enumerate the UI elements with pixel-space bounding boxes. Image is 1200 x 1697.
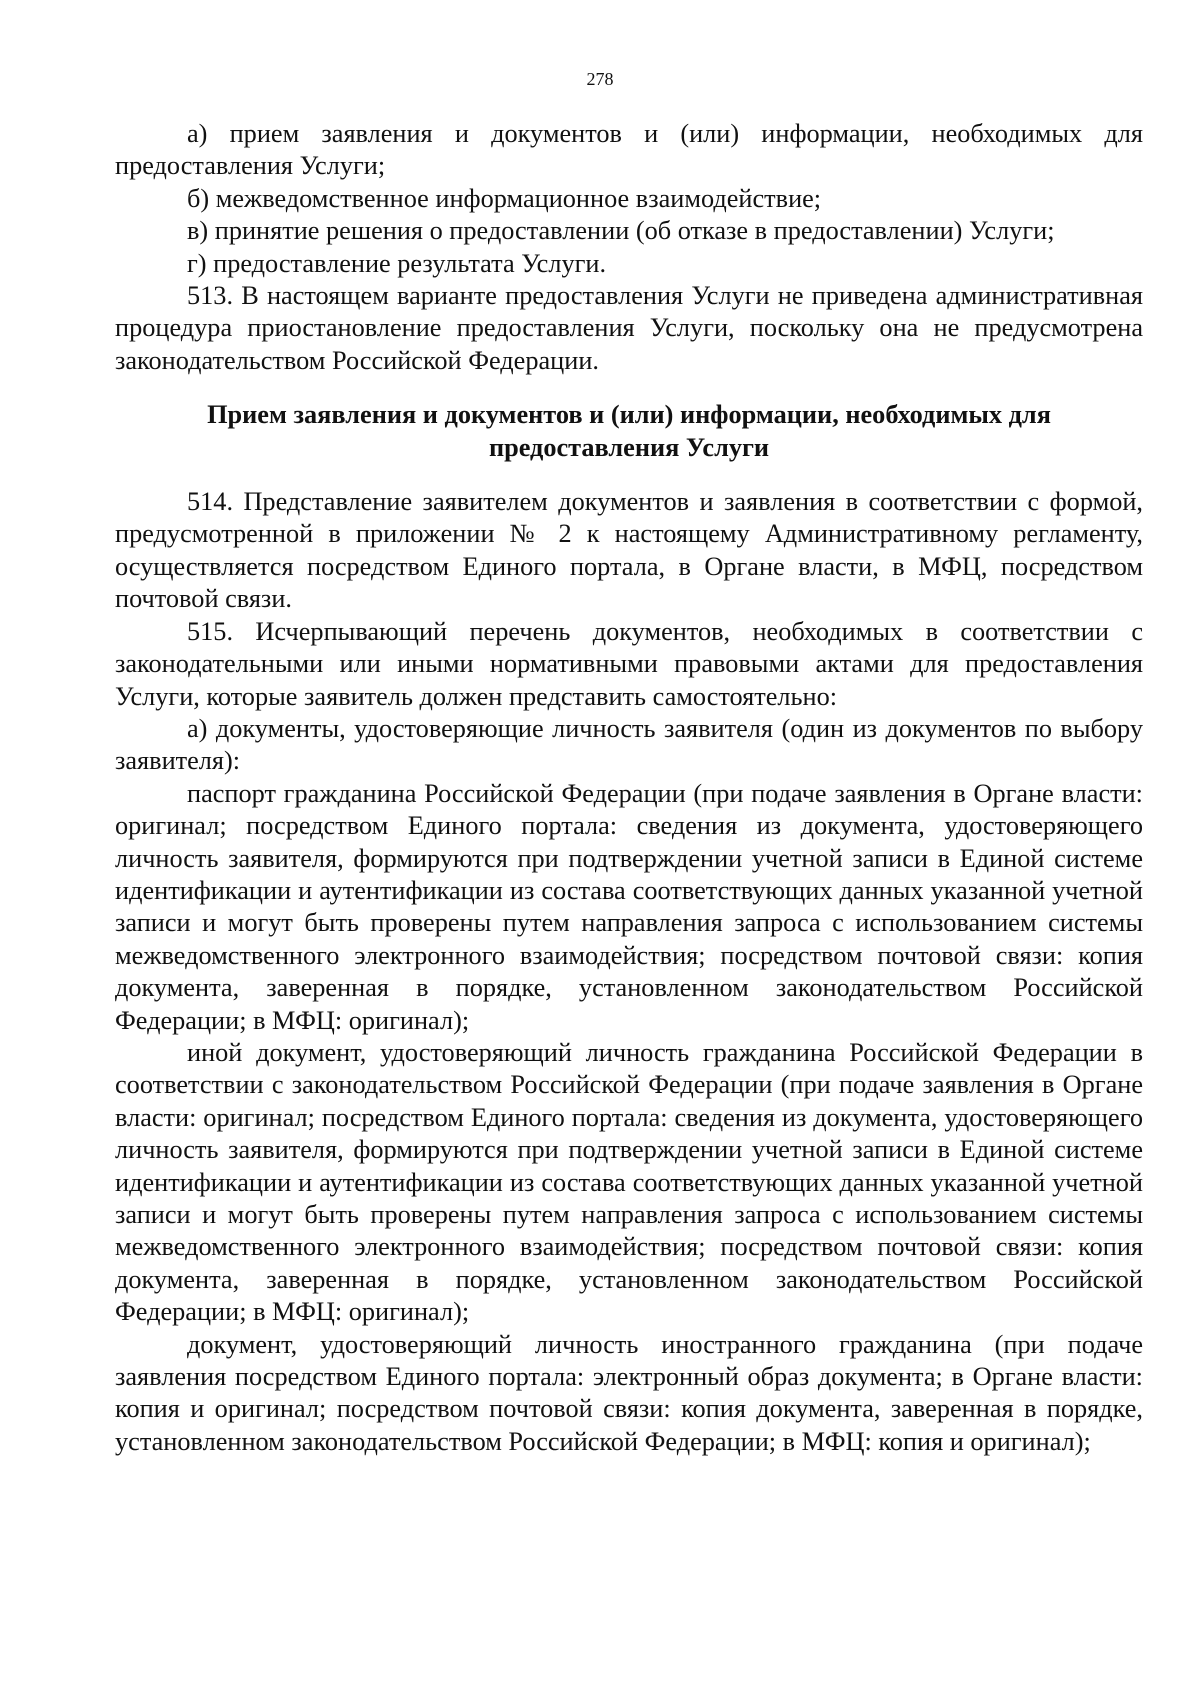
paragraph-passport: паспорт гражданина Российской Федерации (при подаче заявления в Органе власти: оригинал; посредством Единого портала: сведения из документа, удостоверяющего личность заявителя, формируются при подтверждении учетной записи в Единой системе идентификации и аутентификации из состава соответствующих данных указанной учетной записи и могут быть проверены путем направления запроса с использованием системы межведомственного электронного взаимодействия; посредством почтовой связи: копия документа, заверенная в порядке, установленном законодательством Российской Федерации; в МФЦ: оригинал); (115, 778, 1143, 1035)
list-item-g: г) предоставление результата Услуги. (187, 248, 607, 278)
list-item-b: б) межведомственное информационное взаимодействие; (187, 183, 822, 213)
page-number: 278 (586, 69, 614, 89)
list-item-a-documents: а) документы, удостоверяющие личность заявителя (один из документов по выбору заявителя): (115, 713, 1143, 776)
document-body (115, 118, 1143, 1458)
paragraph-515: 515. Исчерпывающий перечень документов, необходимых в соответствии с законодательными или иными нормативными правовыми актами для предоставления Услуги, которые заявитель должен представить самостоятельно: (115, 616, 1143, 711)
list-item-v: в) принятие решения о предоставлении (об отказе в предоставлении) Услуги; (187, 216, 1055, 246)
list-item-a: а) прием заявления и документов и (или) информации, необходимых для предоставления Услуги; (115, 119, 1143, 181)
paragraph-514: 514. Представление заявителем документов и заявления в соответствии с формой, предусмотренной в приложении № 2 к настоящему Административному регламенту, осуществляется посредством Единого портала, в Органе власти, в МФЦ, посредством почтовой связи. (115, 487, 1143, 614)
section-heading: Прием заявления и документов и (или) информации, необходимых для предоставления Услуги (207, 400, 1051, 462)
paragraph-513: 513. В настоящем варианте предоставления Услуги не приведена административная процедура приостановление предоставления Услуги, поскольку она не предусмотрена законодательством Российской Федерации. (115, 281, 1143, 375)
paragraph-foreign-document: документ, удостоверяющий личность иностранного гражданина (при подаче заявления посредством Единого портала: электронный образ документа; в Органе власти: копия и оригинал; посредством почтовой связи: копия документа, заверенная в порядке, установленном законодательством Российской Федерации; в МФЦ: копия и оригинал); (115, 1329, 1143, 1456)
paragraph-other-document: иной документ, удостоверяющий личность гражданина Российской Федерации в соответствии с законодательством Российской Федерации (при подаче заявления в Органе власти: оригинал; посредством Единого портала: сведения из документа, удостоверяющего личность заявителя, формируются при подтверждении учетной записи в Единой системе идентификации и аутентификации из состава соответствующих данных указанной учетной записи и могут быть проверены путем направления запроса с использованием системы межведомственного электронного взаимодействия; посредством почтовой связи: копия документа, заверенная в порядке, установленном законодательством Российской Федерации; в МФЦ: оригинал); (115, 1037, 1143, 1327)
